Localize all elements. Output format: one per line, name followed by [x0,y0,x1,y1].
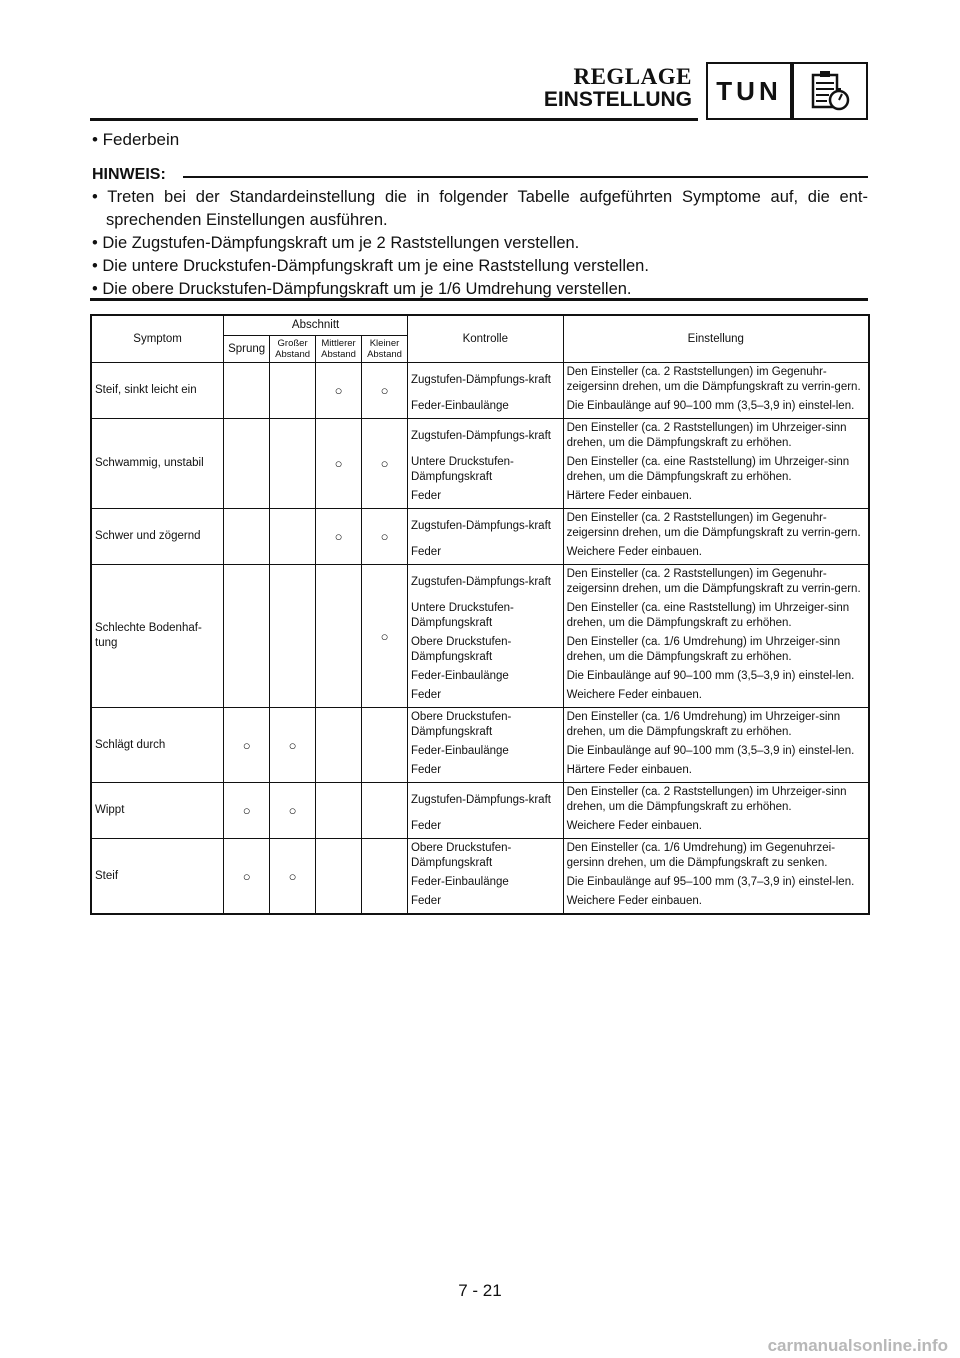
einstellung-cell: Die Einbaulänge auf 90–100 mm (3,5–3,9 in) einstel-len. [563,397,869,419]
einstellung-cell: Weichere Feder einbauen. [563,543,869,565]
mark-cell: ○ [270,708,316,783]
header-kleiner-abstand: Kleiner Abstand [362,336,408,363]
kontrolle-cell: Untere Druckstufen-Dämpfungskraft [407,599,563,633]
note-end-rule [90,298,868,301]
einstellung-cell: Die Einbaulänge auf 90–100 mm (3,5–3,9 in) einstel-len. [563,742,869,761]
mark-cell: ○ [362,509,408,565]
einstellung-cell: Den Einsteller (ca. 2 Raststellungen) im Uhrzeiger-sinn drehen, um die Dämpfungskraft zu erhöhen. [563,419,869,454]
symptom-cell: Schlägt durch [91,708,224,783]
table-row [91,565,869,600]
header-rule [90,118,698,121]
kontrolle-cell: Zugstufen-Dämpfungs-kraft [407,419,563,454]
kontrolle-cell: Zugstufen-Dämpfungs-kraft [407,509,563,544]
kontrolle-cell: Obere Druckstufen-Dämpfungskraft [407,708,563,743]
header-grosser-abstand: Großer Abstand [270,336,316,363]
mark-cell: ○ [224,839,270,915]
mark-cell [224,509,270,565]
watermark: carmanualsonline.info [767,1336,948,1355]
einstellung-cell: Weichere Feder einbauen. [563,892,869,914]
mark-cell [224,419,270,509]
einstellung-cell: Den Einsteller (ca. 1/6 Umdrehung) im Uhrzeiger-sinn drehen, um die Dämpfungskraft zu erhöhen. [563,633,869,667]
mark-cell: ○ [316,509,362,565]
header-kontrolle: Kontrolle [407,315,563,363]
header-sprung: Sprung [224,336,270,363]
page-number: 7 - 21 [458,1281,502,1300]
mark-cell: ○ [362,565,408,708]
kontrolle-cell: Feder [407,892,563,914]
mark-cell: ○ [316,419,362,509]
kontrolle-cell: Feder-Einbaulänge [407,742,563,761]
kontrolle-cell: Feder [407,543,563,565]
kontrolle-cell: Feder [407,761,563,783]
note-list [92,186,868,301]
einstellung-cell: Den Einsteller (ca. 2 Raststellungen) im Gegenuhr-zeigersinn drehen, um die Dämpfungskraft zu verrin-gern. [563,509,869,544]
symptom-cell: Steif, sinkt leicht ein [91,363,224,419]
mark-cell [362,783,408,839]
kontrolle-cell: Obere Druckstufen-Dämpfungskraft [407,633,563,667]
symptom-cell: Schlechte Bodenhaf-tung [91,565,224,708]
einstellung-cell: Den Einsteller (ca. 2 Raststellungen) im Gegenuhr-zeigersinn drehen, um die Dämpfungskraft zu verrin-gern. [563,565,869,600]
mark-cell [362,839,408,915]
kontrolle-cell: Zugstufen-Dämpfungs-kraft [407,363,563,398]
note-item: • Die obere Druckstufen-Dämpfungskraft um je 1/6 Umdrehung verstellen. [92,280,632,298]
mark-cell: ○ [224,783,270,839]
einstellung-cell: Weichere Feder einbauen. [563,686,869,708]
mark-cell [270,363,316,419]
clipboard-stopwatch-icon [792,62,868,120]
table-row [91,509,869,544]
mark-cell [270,509,316,565]
mark-cell [316,565,362,708]
table-row [91,419,869,454]
section-bullet: • Federbein [92,130,180,149]
mark-cell [224,363,270,419]
table-row [91,783,869,818]
kontrolle-cell: Obere Druckstufen-Dämpfungskraft [407,839,563,874]
einstellung-cell: Härtere Feder einbauen. [563,487,869,509]
symptom-cell: Schwammig, unstabil [91,419,224,509]
header-abschnitt: Abschnitt [224,315,408,336]
symptom-cell: Wippt [91,783,224,839]
symptom-cell: Steif [91,839,224,915]
note-item: • Die Zugstufen-Dämpfungskraft um je 2 Raststellungen verstellen. [92,234,580,252]
einstellung-cell: Den Einsteller (ca. eine Raststellung) im Uhrzeiger-sinn drehen, um die Dämpfungskraft zu erhöhen. [563,453,869,487]
table-row [91,363,869,398]
note-item: • Die untere Druckstufen-Dämpfungskraft um je eine Raststellung verstellen. [92,257,649,275]
einstellung-cell: Weichere Feder einbauen. [563,817,869,839]
table-body [91,363,869,915]
mark-cell [270,419,316,509]
note-rule [183,176,868,178]
mark-cell: ○ [316,363,362,419]
chapter-badge: TUN [706,62,792,120]
header-einstellung: Einstellung [563,315,869,363]
kontrolle-cell: Feder-Einbaulänge [407,667,563,686]
einstellung-cell: Den Einsteller (ca. 2 Raststellungen) im Gegenuhr-zeigersinn drehen, um die Dämpfungskraft zu verrin-gern. [563,363,869,398]
mark-cell: ○ [362,363,408,419]
einstellung-cell: Den Einsteller (ca. eine Raststellung) im Uhrzeiger-sinn drehen, um die Dämpfungskraft zu erhöhen. [563,599,869,633]
einstellung-cell: Den Einsteller (ca. 1/6 Umdrehung) im Uhrzeiger-sinn drehen, um die Dämpfungskraft zu erhöhen. [563,708,869,743]
symptom-cell: Schwer und zögernd [91,509,224,565]
kontrolle-cell: Feder [407,487,563,509]
table-row [91,708,869,743]
kontrolle-cell: Zugstufen-Dämpfungs-kraft [407,565,563,600]
suspension-settings-table [90,314,870,915]
mark-cell [224,565,270,708]
kontrolle-cell: Feder [407,686,563,708]
section-title-primary: REGLAGE [573,64,692,89]
einstellung-cell: Härtere Feder einbauen. [563,761,869,783]
kontrolle-cell: Feder-Einbaulänge [407,397,563,419]
mark-cell: ○ [270,839,316,915]
header-symptom: Symptom [91,315,224,363]
kontrolle-cell: Feder-Einbaulänge [407,873,563,892]
kontrolle-cell: Untere Druckstufen-Dämpfungskraft [407,453,563,487]
einstellung-cell: Die Einbaulänge auf 90–100 mm (3,5–3,9 in) einstel-len. [563,667,869,686]
kontrolle-cell: Feder [407,817,563,839]
section-title-secondary: EINSTELLUNG [543,88,692,111]
kontrolle-cell: Zugstufen-Dämpfungs-kraft [407,783,563,818]
mark-cell: ○ [362,419,408,509]
note-item: • Treten bei der Standardeinstellung die in folgender Tabelle aufgeführten Symptome auf, die ent-sprechenden Einstellungen ausführen. [92,188,868,229]
mark-cell: ○ [224,708,270,783]
note-label: HINWEIS: [92,166,166,183]
mark-cell [316,839,362,915]
mark-cell [362,708,408,783]
mark-cell: ○ [270,783,316,839]
einstellung-cell: Den Einsteller (ca. 1/6 Umdrehung) im Gegenuhrzei-gersinn drehen, um die Dämpfungskraft zu senken. [563,839,869,874]
header-mittlerer-abstand: Mittlerer Abstand [316,336,362,363]
mark-cell [316,708,362,783]
einstellung-cell: Die Einbaulänge auf 95–100 mm (3,7–3,9 in) einstel-len. [563,873,869,892]
einstellung-cell: Den Einsteller (ca. 2 Raststellungen) im Uhrzeiger-sinn drehen, um die Dämpfungskraft zu erhöhen. [563,783,869,818]
mark-cell [316,783,362,839]
mark-cell [270,565,316,708]
table-row [91,839,869,874]
